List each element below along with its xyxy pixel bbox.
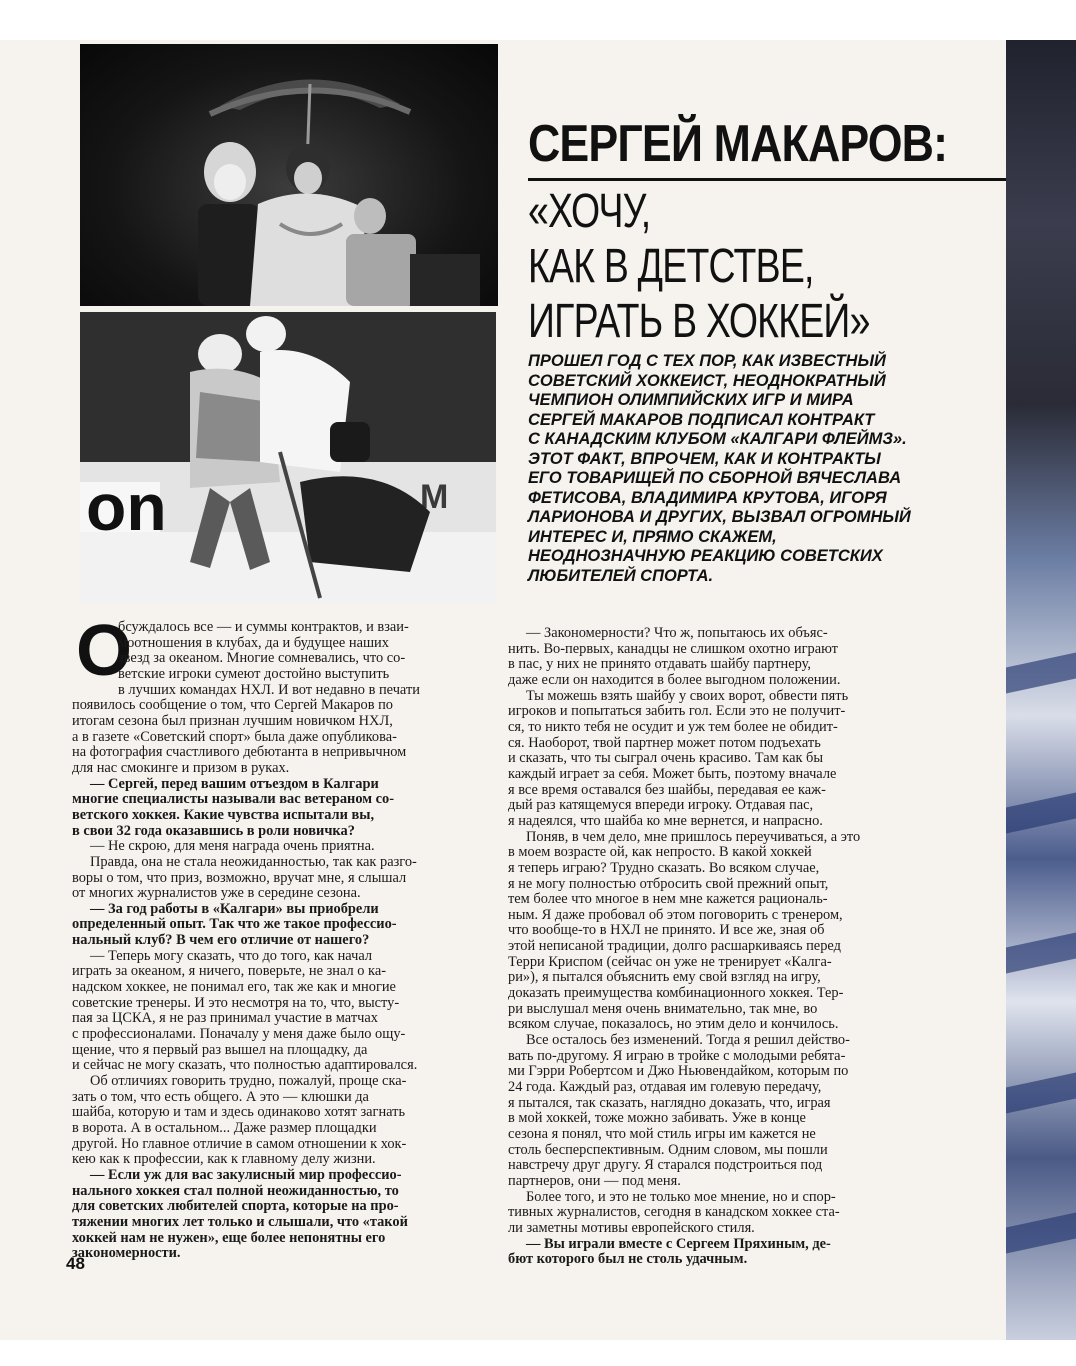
article-column-right (508, 626, 952, 1268)
article-line: игроков и попытаться забить гол. Если это не получит- (508, 703, 846, 720)
photo-hockey-action-drawing (80, 312, 496, 604)
article-line: даже если он находится в более выгодном положении. (508, 671, 841, 688)
article-line: — Если уж для вас закулисный мир профессио- (90, 1166, 402, 1183)
article-line: с профессионалами. Поначалу у меня даже было ощу- (72, 1026, 406, 1043)
article-line: итогам сезона был признан лучшим новичком НХЛ, (72, 712, 393, 729)
article-line: появилось сообщение о том, что Сергей Макаров по (72, 697, 393, 714)
article-line: бсуждалось все — и суммы контрактов, и взаи- (118, 619, 409, 635)
photo-family-umbrella-drawing (80, 44, 498, 306)
facing-page-stripe (1006, 1073, 1076, 1114)
article-line: в лучших командах НХЛ. И вот недавно в печати (118, 681, 420, 698)
article-line: от многих журналистов уже в середине сезона. (72, 885, 361, 902)
article-subtitle (528, 184, 870, 349)
article-line: ми Гэрри Робертсом и Джо Ньювендайком, которым по (508, 1063, 849, 1080)
article-line: — За год работы в «Калгари» вы приобрели (90, 900, 379, 917)
subtitle-line: «ХОЧУ, (528, 185, 651, 238)
lead-line: ЭТОТ ФАКТ, ВПРОЧЕМ, КАК И КОНТРАКТЫ (528, 449, 881, 468)
article-line: в пас, у них не принято отдавать шайбу партнеру, (508, 656, 811, 673)
article-line: звезд за океаном. Многие сомневались, что со- (118, 650, 406, 667)
lead-paragraph (528, 352, 960, 586)
lead-line: ЛАРИОНОВА И ДРУГИХ, ВЫЗВАЛ ОГРОМНЫЙ (528, 508, 911, 526)
lead-line: ПРОШЕЛ ГОД С ТЕХ ПОР, КАК ИЗВЕСТНЫЙ (528, 352, 886, 370)
article-line: я все время оставался без шайбы, передавая ее каж- (508, 781, 826, 798)
article-line: Об отличиях говорить трудно, пожалуй, проще ска- (90, 1073, 407, 1090)
article-line: я пытался, так сказать, наглядно доказать, что, играя (508, 1094, 831, 1111)
article-line: этой неписаной традиции, долго расшаркиваясь перед (508, 938, 841, 955)
article-line: воры о том, что приз, возможно, вручат мне, я слышал (72, 869, 407, 886)
article-line: нить. Во-первых, канадцы не слишком охотно играют (508, 640, 838, 657)
article-line: пая за ЦСКА, я не раз принимал участие в матчах (72, 1010, 378, 1027)
photo-family-umbrella (80, 44, 498, 306)
article-line: и сейчас не могу сказать, что полностью адаптировался. (72, 1057, 418, 1074)
article-line: ся. Наоборот, твой партнер может потом подъехать (508, 734, 821, 751)
lead-line: СЕРГЕЙ МАКАРОВ ПОДПИСАЛ КОНТРАКТ (528, 410, 875, 429)
lead-line: НЕОДНОЗНАЧНУЮ РЕАКЦИЮ СОВЕТСКИХ (528, 547, 883, 565)
article-line: определенный опыт. Так что же такое профессио- (72, 916, 397, 933)
lead-line: ЕГО ТОВАРИЩЕЙ ПО СБОРНОЙ ВЯЧЕСЛАВА (528, 469, 902, 487)
article-line: ри выслушал меня очень внимательно, так мне, во (508, 1000, 818, 1017)
article-line: надском хоккее, не понимал его, так же как и многие (72, 979, 396, 996)
article-line: я теперь играю? Трудно сказать. Во всяком случае, (508, 859, 820, 876)
article-line: в моем возрасте ой, как непросто. В какой хоккей (508, 844, 812, 861)
lead-line: ФЕТИСОВА, ВЛАДИМИРА КРУТОВА, ИГОРЯ (528, 488, 887, 507)
article-line: для нас смокинге и призом в руках. (72, 759, 290, 776)
article-line: бют которого был не столь удачным. (508, 1251, 748, 1268)
article-line: ным. Я даже пробовал об этом поговорить с тренером, (508, 906, 843, 923)
article-line: всяком случае, показалось, но этим дело и кончилось. (508, 1016, 839, 1033)
article-line: ветского хоккея. Какие чувства испытали вы, (72, 806, 375, 823)
article-line: вать по-другому. Я играю в тройке с молодыми ребята- (508, 1047, 846, 1064)
article-line: дый раз катящемуся впереди игроку. Отдавая пас, (508, 797, 814, 814)
article-line: тяжении многих лет только и слышали, что «такой (72, 1213, 408, 1230)
article-line: ся, то никто тебя не осудит и уж тем более не обидит- (508, 718, 838, 735)
article-line: а в газете «Советский спорт» была даже опубликова- (72, 728, 397, 745)
facing-page-stripe (1006, 1213, 1076, 1254)
article-line: закономерности. (72, 1245, 181, 1262)
article-line: в ворота. А в остальном... Даже размер площадки (72, 1120, 377, 1136)
article-line: ли заметны мотивы европейского стиля. (508, 1219, 755, 1236)
article-line: Ты можешь взять шайбу у своих ворот, обвести пять (526, 687, 849, 704)
article-line: — Не скрою, для меня награда очень приятна. (90, 838, 375, 855)
article-line: — Закономерности? Что ж, попытаюсь их объяс- (526, 625, 828, 641)
svg-text:on: on (86, 470, 167, 544)
article-line: столь бесперспективным. Одним словом, мы пошли (508, 1141, 828, 1158)
lead-line: СОВЕТСКИЙ ХОККЕИСТ, НЕОДНОКРАТНЫЙ (528, 371, 886, 390)
article-line: в мой хоккей, тоже можно забивать. Уже в конце (508, 1110, 806, 1127)
article-line: 24 года. Каждый раз, отдавая им голевую передачу, (508, 1079, 822, 1096)
article-line: что вообще-то в НХЛ не принято. И все же, зная об (508, 922, 825, 939)
page-number: 48 (66, 1254, 85, 1273)
article-line: нальный клуб? В чем его отличие от нашего? (72, 932, 370, 949)
article-line: зать о том, что есть общего. А это — клюшки да (72, 1088, 369, 1105)
article-line: Правда, она не стала неожиданностью, так как разго- (90, 853, 417, 870)
article-line: доказать преимущества комбинационного хоккея. Тер- (508, 985, 844, 1002)
article-line: другой. Но главное отличие в самом отношении к хок- (72, 1135, 407, 1152)
facing-page-stripe (1006, 653, 1076, 694)
article-line: я надеялся, что шайба ко мне вернется, и напрасно. (508, 812, 823, 829)
article-line: — Теперь могу сказать, что до того, как начал (90, 947, 373, 964)
article-line: — Сергей, перед вашим отъездом в Калгари (90, 775, 379, 792)
article-line: кею как к профессии, как к главному делу жизни. (72, 1151, 376, 1168)
article-line: сезона я понял, что мой стиль игры им кажется не (508, 1126, 816, 1142)
article-line: Поняв, в чем дело, мне пришлось переучиваться, а это (526, 828, 861, 845)
article-line: ри»), я пытался объяснить ему свой взгляд на игру, (508, 969, 821, 986)
article-line: ветские игроки сумеют достойно выступить (118, 665, 390, 682)
lead-line: ЛЮБИТЕЛЕЙ СПОРТА. (528, 566, 714, 585)
subtitle-line: КАК В ДЕТСТВЕ, (528, 240, 814, 293)
article-column-left (72, 620, 502, 1262)
title-rule (528, 178, 1006, 181)
article-line: шайба, которую и там и здесь одинаково хотят загнать (72, 1104, 406, 1121)
article-line: и сказать, что ты сыграл очень красиво. Там как бы (508, 750, 824, 767)
article-line: Все осталось без изменений. Тогда я решил действо- (526, 1032, 850, 1049)
subtitle-line: ИГРАТЬ В ХОККЕЙ» (528, 295, 870, 348)
lead-line: С КАНАДСКИМ КЛУБОМ «КАЛГАРИ ФЛЕЙМЗ». (528, 430, 907, 448)
article-line: тивных журналистов, сегодня в канадском хоккее ста- (508, 1204, 840, 1221)
article-line: каждый играет за себя. Может быть, поэтому вначале (508, 765, 837, 782)
article-line: многие специалисты называли вас ветераном со- (72, 791, 395, 808)
svg-text:M: M (420, 478, 449, 516)
article-line: в свои 32 года оказавшись в роли новичка? (72, 822, 355, 839)
facing-page-stripe (1006, 793, 1076, 834)
article-line: — Вы играли вместе с Сергеем Пряхиным, де- (526, 1235, 831, 1252)
article-line: Более того, и это не только мое мнение, но и спор- (526, 1188, 836, 1205)
facing-page-stripe (1006, 933, 1076, 974)
article-line: нального хоккея стал полной неожиданностью, то (72, 1182, 399, 1199)
facing-page-edge (1006, 40, 1076, 1340)
lead-line: ИНТЕРЕС И, ПРЯМО СКАЖЕМ, (528, 527, 777, 546)
article-line: я не могу полностью отбросить свой прежний опыт, (508, 875, 829, 892)
drop-cap: О (76, 611, 133, 691)
article-line: щение, что я первый раз вышел на площадку, да (72, 1041, 368, 1058)
article-title: СЕРГЕЙ МАКАРОВ: (528, 115, 948, 173)
article-line: советские тренеры. И это несмотря на то, что, высту- (72, 994, 400, 1011)
article-line: хоккей нам не нужен», еще более непонятны его (72, 1229, 386, 1246)
article-line: тем более что многое в нем мне кажется рациональ- (508, 891, 828, 908)
article-line: на фотография счастливого дебютанта в непривычном (72, 744, 407, 761)
article-line: моотношения в клубах, да и будущее наших (118, 634, 389, 651)
article-line: партнеров, они — под меня. (508, 1172, 681, 1189)
article-line: навстречу друг другу. Я старался подстроиться под (508, 1157, 823, 1174)
lead-line: ЧЕМПИОН ОЛИМПИЙСКИХ ИГР И МИРА (528, 391, 854, 409)
photo-hockey-action (80, 312, 496, 604)
article-line: для советских любителей спорта, которые на про- (72, 1198, 399, 1215)
article-line: Терри Криспом (сейчас он уже не тренирует «Калга- (508, 953, 832, 970)
article-line: играть за океаном, я ничего, поверьте, не знал о ка- (72, 963, 386, 980)
